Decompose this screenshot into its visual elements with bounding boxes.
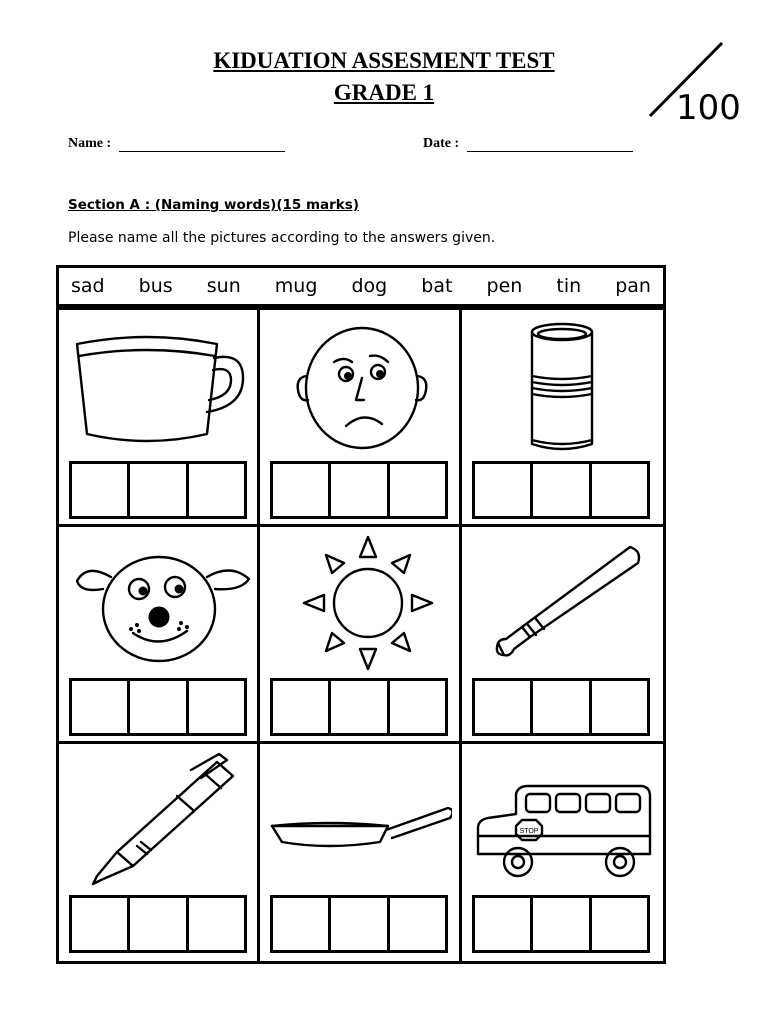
picture-cell [260,744,462,961]
word-bank-item: pen [486,275,523,297]
picture-cell [59,744,260,961]
word-bank-item: dog [351,275,388,297]
answer-box[interactable] [390,464,445,516]
answer-box[interactable] [475,898,533,950]
answer-box[interactable] [130,681,188,733]
answer-box[interactable] [273,681,331,733]
pen-icon [67,750,251,890]
picture-cell [260,527,462,744]
dog-icon [67,533,251,673]
instruction-text: Please name all the pictures according to the answers given. [68,230,496,246]
answer-boxes [270,678,448,736]
sun-icon [268,533,452,673]
answer-box[interactable] [475,681,533,733]
answer-box[interactable] [273,464,331,516]
bat-icon [470,533,654,673]
answer-boxes [69,461,247,519]
mug-icon [67,316,251,456]
word-bank [56,265,666,307]
word-bank-item: bus [138,275,173,297]
answer-box[interactable] [533,464,591,516]
grade-title: GRADE 1 [333,80,435,105]
answer-boxes [69,895,247,953]
word-bank-item: mug [274,275,318,297]
answer-box[interactable] [475,464,533,516]
sad-face-icon [268,316,452,456]
answer-box[interactable] [592,898,647,950]
picture-cell [462,527,663,744]
answer-box[interactable] [331,898,389,950]
name-line[interactable] [119,137,285,152]
word-bank-item: sad [71,275,105,297]
answer-box[interactable] [72,898,130,950]
answer-box[interactable] [189,898,244,950]
tin-can-icon [470,316,654,456]
pan-icon [268,750,452,890]
date-line[interactable] [467,137,633,152]
answer-box[interactable] [130,898,188,950]
answer-box[interactable] [331,464,389,516]
answer-box[interactable] [592,464,647,516]
test-title: KIDUATION ASSESMENT TEST [213,48,555,73]
picture-grid [56,307,666,964]
answer-box[interactable] [189,681,244,733]
score-box [642,38,746,130]
answer-boxes [472,461,650,519]
name-label: Name : [68,136,112,151]
word-bank-item: pan [615,275,651,297]
word-bank-item: sun [206,275,241,297]
date-field [423,136,633,152]
picture-cell [462,310,663,527]
answer-box[interactable] [390,681,445,733]
answer-box[interactable] [390,898,445,950]
picture-cell [260,310,462,527]
name-field [68,136,285,152]
answer-box[interactable] [130,464,188,516]
date-label: Date : [423,136,460,151]
answer-box[interactable] [72,464,130,516]
picture-cell [59,310,260,527]
bus-icon [470,750,654,890]
answer-box[interactable] [331,681,389,733]
answer-box[interactable] [72,681,130,733]
answer-box[interactable] [533,898,591,950]
picture-cell [59,527,260,744]
answer-boxes [270,461,448,519]
section-heading: Section A : (Naming words)(15 marks) [68,197,359,213]
answer-boxes [472,678,650,736]
score-total: 100 [676,88,741,128]
answer-box[interactable] [273,898,331,950]
answer-box[interactable] [592,681,647,733]
word-bank-item: bat [421,275,453,297]
answer-boxes [472,895,650,953]
answer-box[interactable] [189,464,244,516]
bus-stop-sign-text: STOP [519,828,539,835]
answer-box[interactable] [533,681,591,733]
word-bank-item: tin [556,275,582,297]
answer-boxes [69,678,247,736]
picture-cell [462,744,663,961]
answer-boxes [270,895,448,953]
